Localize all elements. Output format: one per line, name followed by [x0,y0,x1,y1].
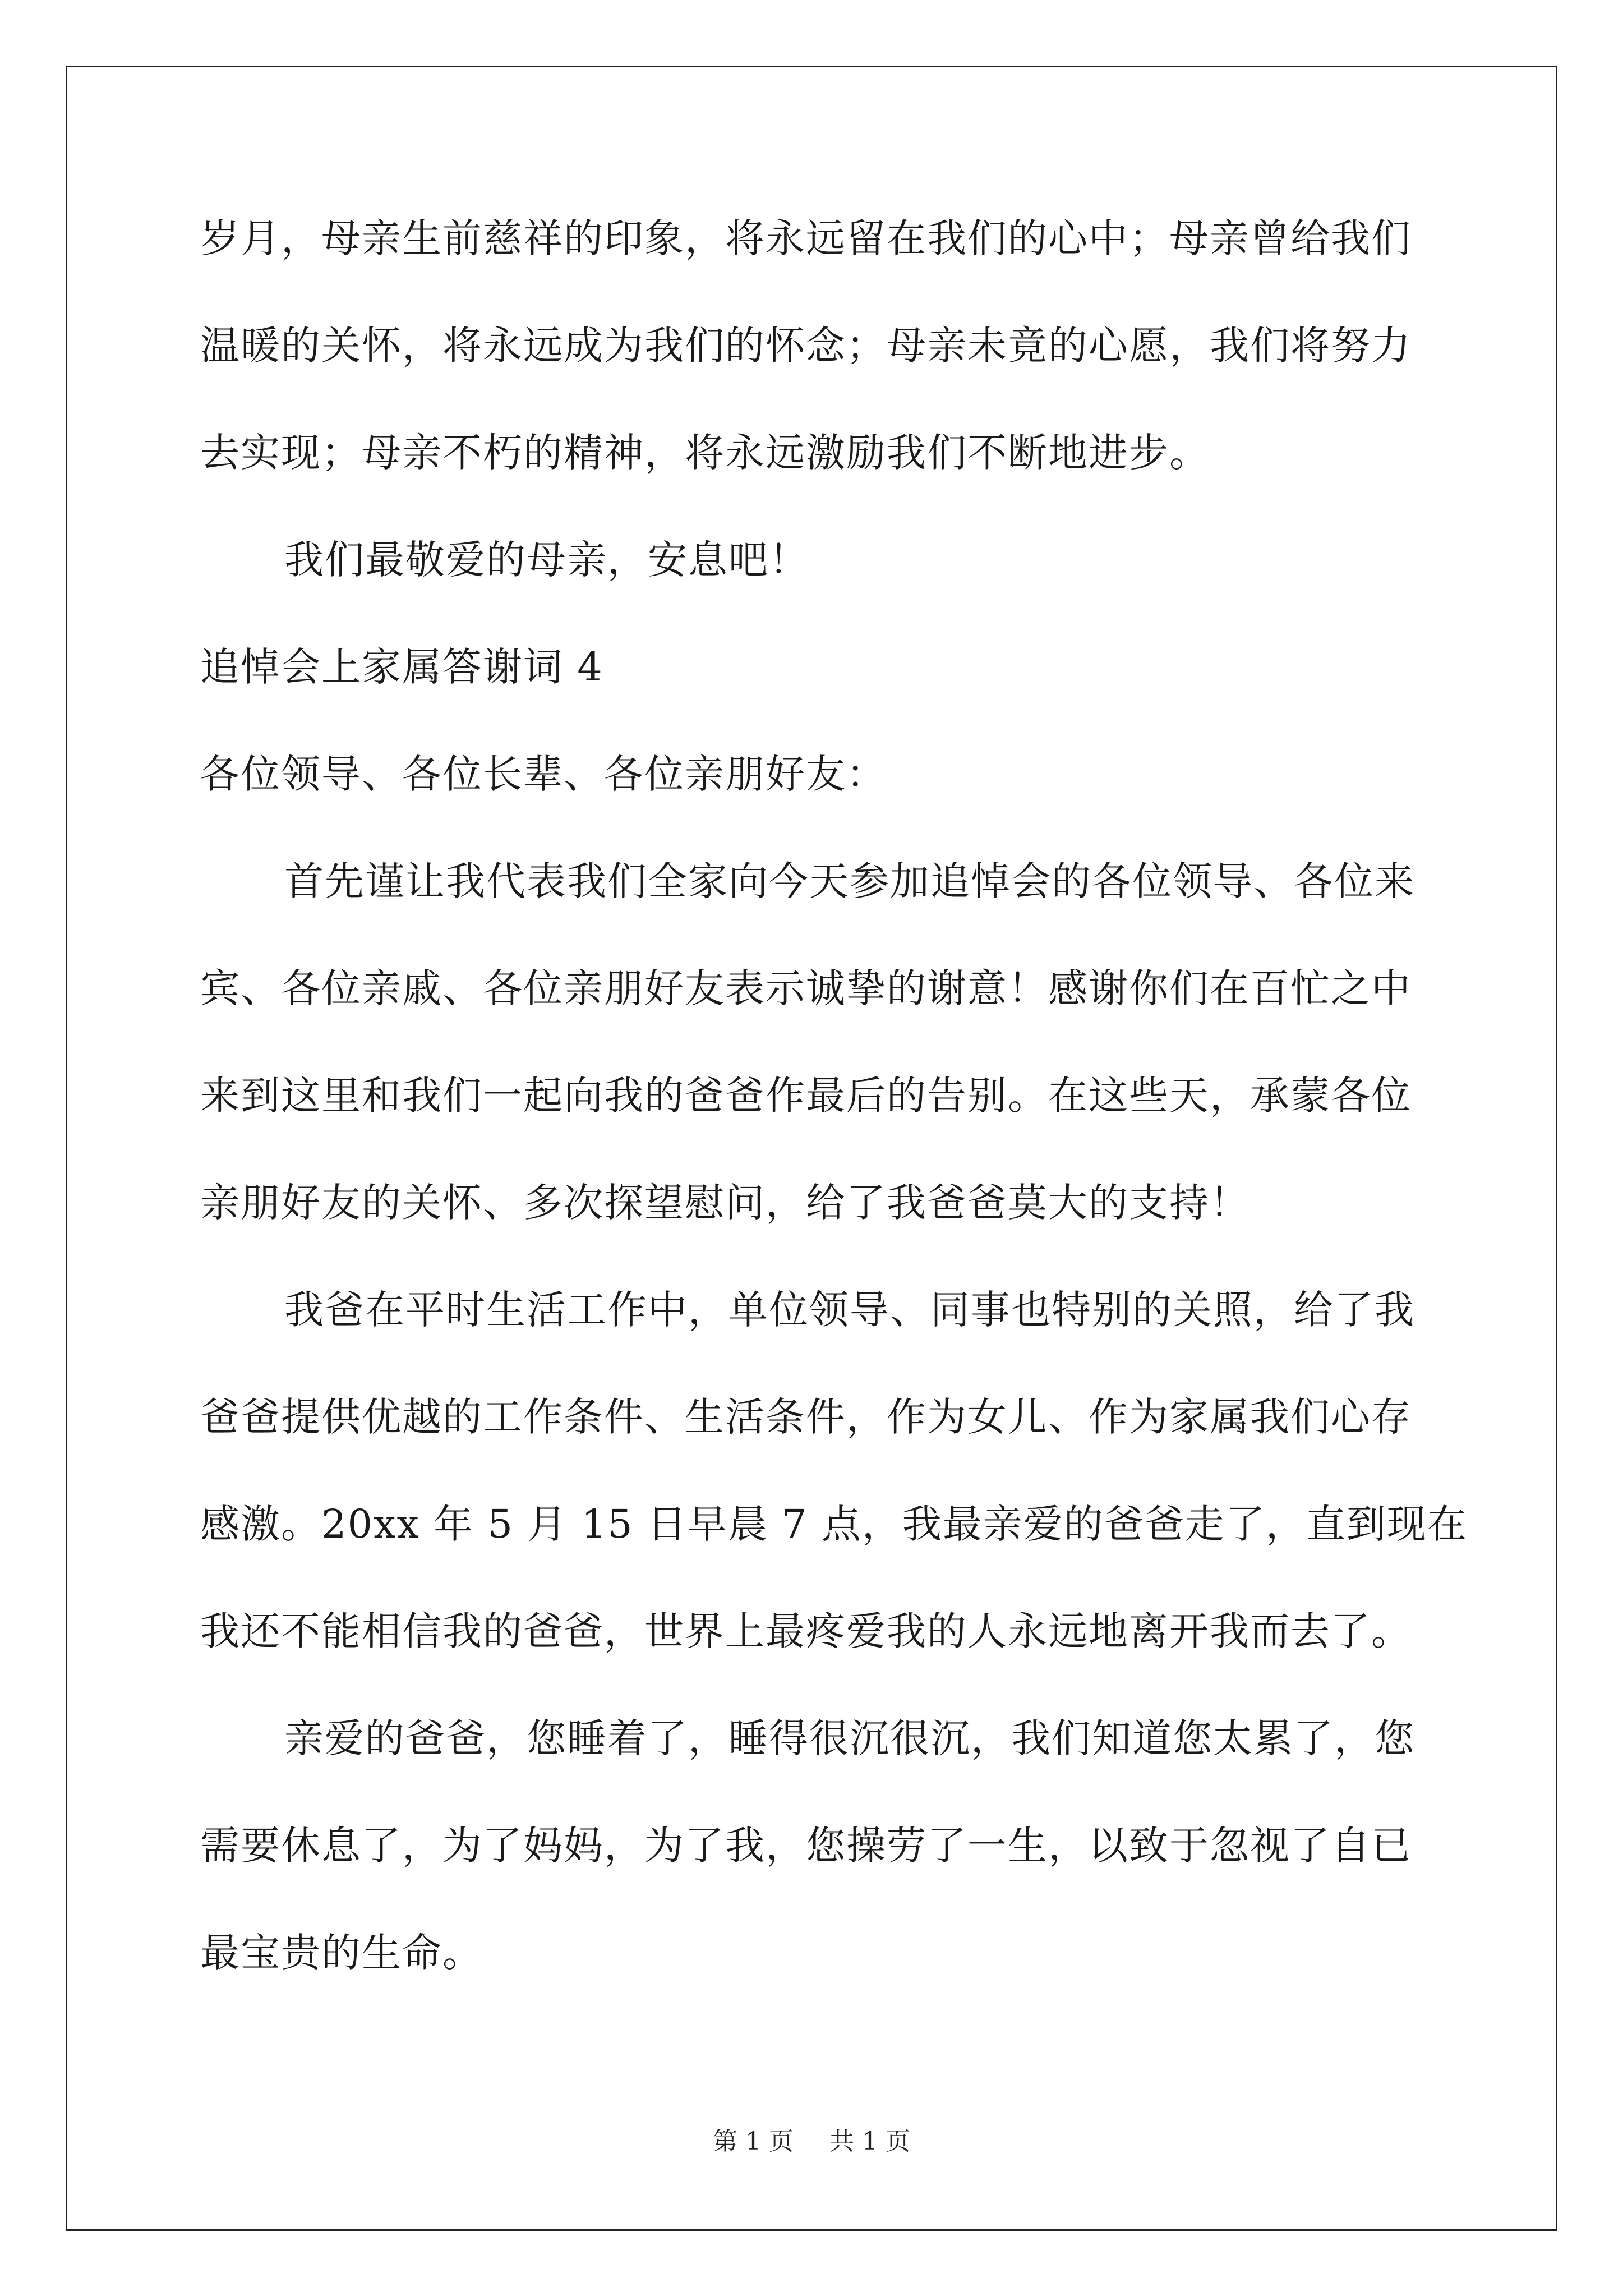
paragraph-line: 我爸在平时生活工作中，单位领导、同事也特别的关照，给了我 [284,1287,1415,1333]
paragraph-line: 亲爱的爸爸，您睡着了，睡得很沉很沉，我们知道您太累了，您 [284,1715,1415,1761]
paragraph-line: 爸爸提供优越的工作条件、生活条件，作为女儿、作为家属我们心存 [200,1394,1412,1440]
paragraph-line: 去实现；母亲不朽的精神，将永远激励我们不断地进步。 [200,430,1210,476]
paragraph-line: 温暖的关怀，将永远成为我们的怀念；母亲未竟的心愿，我们将努力 [200,323,1412,369]
page-footer [0,2125,1623,2159]
paragraph-line: 最宝贵的生命。 [200,1930,483,1976]
paragraph-line: 首先谨让我代表我们全家向今天参加追悼会的各位领导、各位来 [284,858,1415,904]
paragraph-line: 我们最敬爱的母亲，安息吧！ [284,537,809,583]
paragraph-line: 亲朋好友的关怀、多次探望慰问，给了我爸爸莫大的支持！ [200,1180,1250,1226]
paragraph-line: 来到这里和我们一起向我的爸爸作最后的告别。在这些天，承蒙各位 [200,1073,1412,1119]
page-number: 第 1 页 [713,2127,794,2156]
paragraph-line: 需要休息了，为了妈妈，为了我，您操劳了一生，以致于忽视了自已 [200,1823,1412,1869]
page-total: 共 1 页 [829,2127,910,2156]
paragraph-line: 岁月，母亲生前慈祥的印象，将永远留在我们的心中；母亲曾给我们 [200,215,1412,261]
salutation: 各位领导、各位长辈、各位亲朋好友： [200,751,887,797]
section-heading: 追悼会上家属答谢词 4 [200,644,603,690]
paragraph-line: 宾、各位亲戚、各位亲朋好友表示诚挚的谢意！感谢你们在百忙之中 [200,965,1412,1011]
paragraph-line: 感激。20xx 年 5 月 15 日早晨 7 点，我最亲爱的爸爸走了，直到现在 [200,1501,1468,1547]
page-border [66,66,1557,2231]
paragraph-line: 我还不能相信我的爸爸，世界上最疼爱我的人永远地离开我而去了。 [200,1608,1412,1654]
